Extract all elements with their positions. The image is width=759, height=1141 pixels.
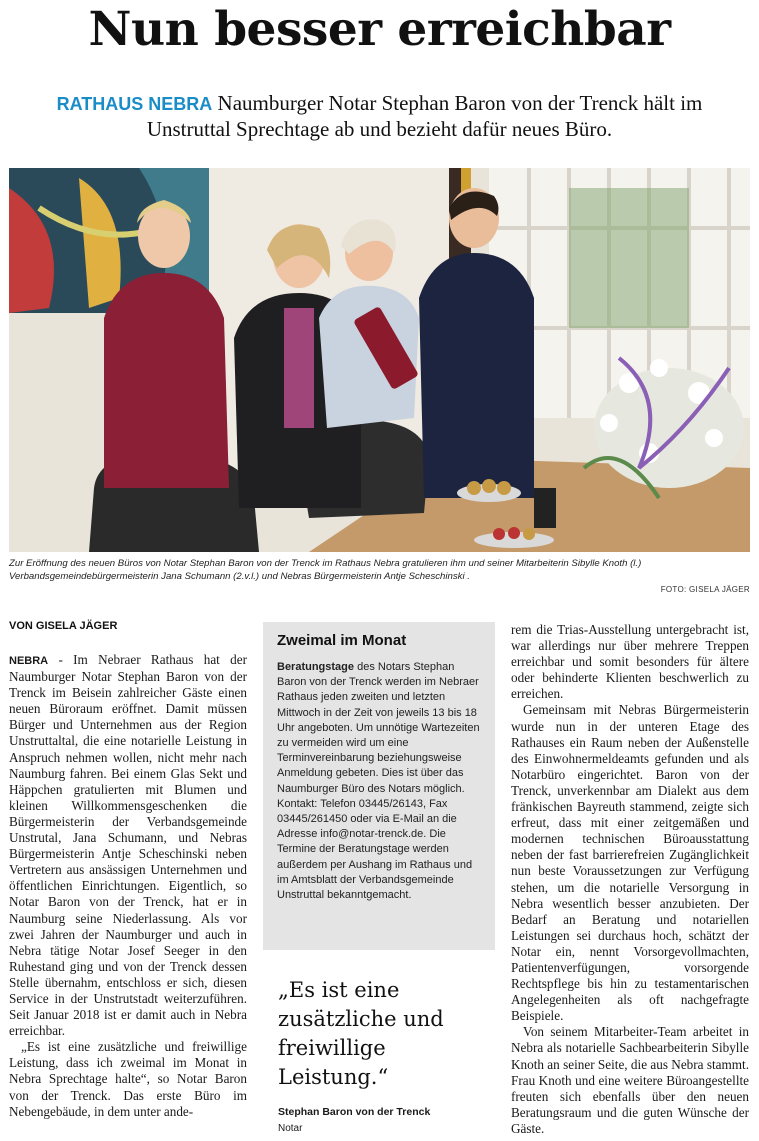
article-photo xyxy=(9,168,750,552)
photo-credit: FOTO: GISELA JÄGER xyxy=(660,585,750,594)
caption-text: Zur Eröffnung des neuen Büros von Notar Stephan Baron von der Trenck im Rathaus Nebra gratulieren ihm und seiner Mitarbeiterin Sibylle Knoth (l.) Verbandsgemeindebürgermeisterin Jana Schumann (2.v.l.) und Nebras Bürgermeisterin Antje Scheschinski . xyxy=(9,558,642,582)
info-box xyxy=(263,622,495,950)
kicker: RATHAUS NEBRA xyxy=(56,94,213,114)
info-box-lead: Beratungstage xyxy=(277,661,355,673)
byline: VON GISELA JÄGER xyxy=(9,620,118,632)
article-column-3 xyxy=(511,622,749,1137)
info-box-text: des Notars Stephan Baron von der Trenck werden im Nebraer Rathaus jeden zweiten und letzten Mittwoch in der Zeit von jeweils 13 bis 18 Uhr angeboten. Um unnötige Wartezeiten zu vermeiden wird um eine Terminvereinbarung beziehungsweise Anmeldung gebeten. Dies ist über das Naumburger Büro des Notars möglich. Kontakt: Telefon 03445/26143, Fax 03445/261450 oder via E-Mail an die Adresse info@notar-trenck.de. Die Termine der Beratungstage werden außerdem per Aushang im Rathaus und im Amtsblatt der Verbandsgemeinde Unstruttal bekanntgemacht. xyxy=(277,661,480,902)
dateline: NEBRA xyxy=(9,655,49,667)
info-box-body xyxy=(277,660,483,903)
headline: Nun besser erreichbar xyxy=(88,2,671,57)
paragraph xyxy=(9,652,247,1039)
photo-caption xyxy=(9,557,750,596)
quote-author: Stephan Baron von der Trenck xyxy=(278,1106,431,1118)
paragraph: Gemeinsam mit Nebras Bürgermeisterin wurde nun in der unteren Etage des Rathauses ein Raum neben der Außenstelle des Einwohnermeldeamts gefunden und als Notarbüro eingerichtet. Baron von der Trenck, unverkennbar am Dialekt aus dem fränkischen Bayreuth stammend, zeigte sich erfreut, dass mit einer zeitgemäßen und modernen technischen Büroausstattung neben der fast barrierefreien Zugänglichkeit nun beste Voraussetzungen zur Verfügung stehen, um die notarielle Versorgung in Nebra wesentlich besser anzubieten. Der Bedarf an Beratung und notariellen Leistungen sei durchaus hoch, schätzt der Notar ein, nennt Vorsorgevollmachten, Patientenverfügungen, vorsorgende Rechtspflege bis hin zu testamentarischen Angelegenheiten als oft nachgefragte Beispiele. xyxy=(511,702,749,1024)
paragraph: „Es ist eine zusätzliche und freiwillige Leistung, dass ich zweimal im Monat in Nebra Sprechtage halte“, so Notar Baron von der Trenck. Das erste Büro im Nebengebäude, in dem unter ande- xyxy=(9,1039,247,1119)
subhead-text: Naumburger Notar Stephan Baron von der Trenck hält im Unstruttal Sprechtage ab und bezieht dafür neues Büro. xyxy=(146,91,703,141)
article-column-1 xyxy=(9,652,247,1120)
paragraph-text: - Im Nebraer Rathaus hat der Naumburger Notar Stephan Baron von der Trenck im Beisein zahlreicher Gäste einen neuen Büroraum eröffnet. Damit müssen Bürger und Unternehmen aus der Region Unstruttaltal, die eine notarielle Leistung in Anspruch nehmen wollen, nicht mehr nach Naumburg fahren. Bei einem Glas Sekt und Häppchen gratulierten mit Blumen und kleinen Willkommensgeschenken die Bürgermeisterin der Verbandsgemeinde Unstrutal, Jana Schumann, und Nebras Bürgermeisterin Antje Scheschinski neben Vertretern aus ansässigen Unternehmen und öffentlichen Einrichtungen. Eigentlich, so Notar Baron von der Trenck, hat er in Naumburg seine Niederlassung. Als vor zwei Jahren der Naumburger und auch in Nebra tätige Notar Josef Seeger in den Ruhestand ging und von der Trenck dessen Stelle übernahm, entschloss er sich, diesen Service in der Unstrutstadt weiterzuführen. Seit Januar 2018 ist er damit auch in Nebra erreichbar. xyxy=(9,652,247,1039)
paragraph: Von seinem Mitarbeiter-Team arbeitet in Nebra als notarielle Sachbearbeiterin Sibylle Knoth an seiner Seite, die aus Nebra stammt. Frau Knoth und eine weitere Büroangestellte freuten sich ebenfalls über den neuen Beratungsraum und die guten Wünsche der Gäste. xyxy=(511,1024,749,1136)
info-box-title: Zweimal im Monat xyxy=(277,632,407,649)
pull-quote: „Es ist eine zusätzliche und freiwillige Leistung.“ xyxy=(278,978,444,1089)
quote-role: Notar xyxy=(278,1123,303,1134)
paragraph: rem die Trias-Ausstellung untergebracht ist, war allerdings nur über mehrere Treppen erreichbar und somit besonders für ältere oder behinderte Klienten beschwerlich zu erreichen. xyxy=(511,622,749,702)
subheadline xyxy=(40,91,719,142)
